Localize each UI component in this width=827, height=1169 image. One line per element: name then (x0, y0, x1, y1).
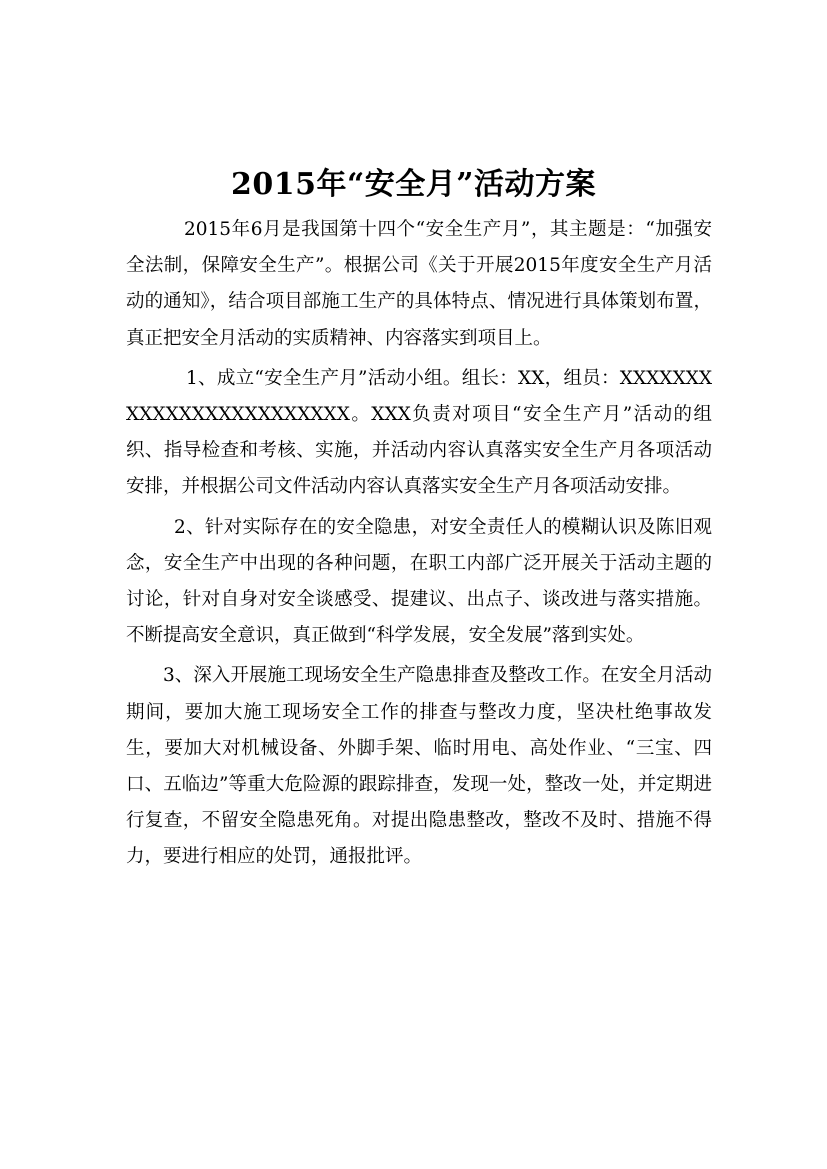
paragraph-item-3: 3、深入开展施工现场安全生产隐患排查及整改工作。在安全月活动期间，要加大施工现场安全工作的排查与整改力度，坚决杜绝事故发生，要加大对机械设备、外脚手架、临时用电、高处作业、“三宝、四口、五临边”等重大危险源的跟踪排查，发现一处，整改一处，并定期进行复查，不留安全隐患死角。对提出隐患整改，整改不及时、措施不得力，要进行相应的处罚，通报批评。 (126, 665, 712, 868)
paragraph-item-1: 1、成立“安全生产月”活动小组。组长：XX，组员：XXXXXXXXXXXXXXXXXXXXXXXX。XXX负责对项目“安全生产月”活动的组织、指导检查和考核、实施，并活动内容认真落实安全生产月各项活动安排，并根据公司文件活动内容认真落实安全生产月各项活动安排。 (126, 367, 712, 498)
paragraph-item-2: 2、针对实际存在的安全隐患，对安全责任人的模糊认识及陈旧观念，安全生产中出现的各种问题，在职工内部广泛开展关于活动主题的讨论，针对自身对安全谈感受、提建议、出点子、谈改进与落实措施。不断提高安全意识，真正做到“科学发展，安全发展”落到实处。 (126, 516, 712, 647)
document-body (126, 212, 712, 880)
document-title: 2015年“安全月”活动方案 (230, 167, 596, 203)
paragraph-intro: 2015年6月是我国第十四个“安全生产月”，其主题是：“加强安全法制，保障安全生产”。根据公司《关于开展2015年度安全生产月活动的通知》，结合项目部施工生产的具体特点、情况进行具体策划布置，真正把安全月活动的实质精神、内容落实到项目上。 (126, 219, 712, 349)
